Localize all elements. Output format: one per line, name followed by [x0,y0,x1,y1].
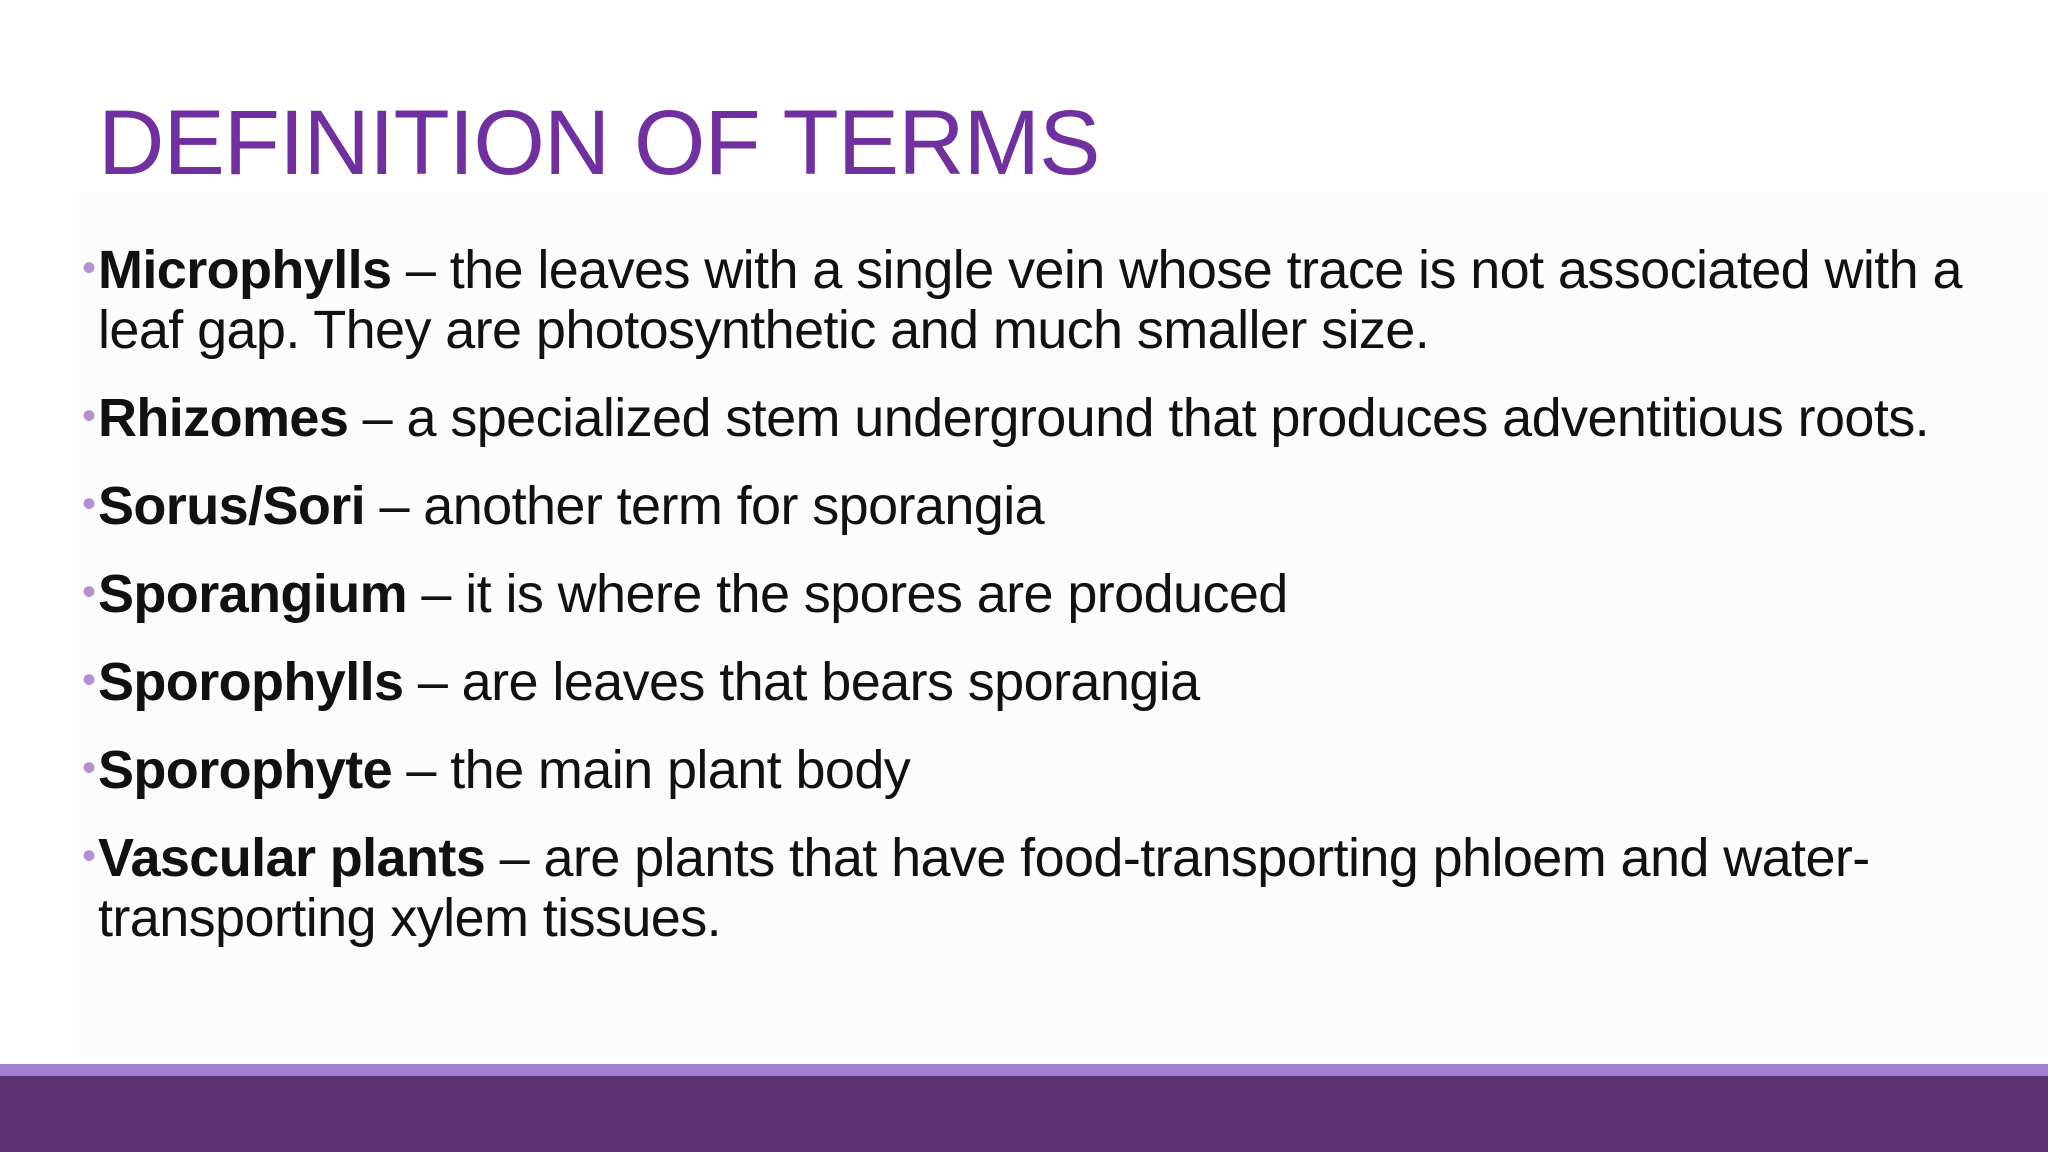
term-item-sporangium [80,564,2025,624]
term-definition: – a specialized stem underground that produces adventitious roots. [348,388,1930,448]
term-definition: – are leaves that bears sporangia [403,652,1200,712]
term-definition: – another term for sporangia [365,476,1045,536]
bullet-icon: • [82,834,96,878]
term-definition: – are plants that have food-transporting phloem and water-transporting xylem tissues. [98,828,1870,948]
term-item-microphylls [80,240,2025,360]
term-item-sorus [80,476,2025,536]
term-item-vascular-plants [80,828,2025,948]
footer-bar [0,1076,2048,1152]
term-definition: – the leaves with a single vein whose trace is not associated with a leaf gap. They are photosynthetic and much smaller size. [98,240,1962,360]
term-name: Sporophylls [98,652,404,712]
term-name: Sporangium [98,564,408,624]
term-definition: – it is where the spores are produced [407,564,1288,624]
bullet-icon: • [82,246,96,290]
bottom-accent-bar [0,1064,2048,1076]
term-name: Vascular plants [98,828,486,888]
term-name: Sorus/Sori [98,476,366,536]
terms-list [80,240,2025,948]
bullet-icon: • [82,658,96,702]
bullet-icon: • [82,746,96,790]
bullet-icon: • [82,394,96,438]
term-item-sporophyte [80,740,2025,800]
term-name: Microphylls [98,240,392,300]
bullet-icon: • [82,570,96,614]
bullet-icon: • [82,482,96,526]
term-name: Sporophyte [98,740,393,800]
term-definition: – the main plant body [392,740,911,800]
term-name: Rhizomes [98,388,349,448]
term-item-sporophylls [80,652,2025,712]
slide-title: DEFINITION OF TERMS [98,92,1100,194]
term-item-rhizomes [80,388,2025,448]
